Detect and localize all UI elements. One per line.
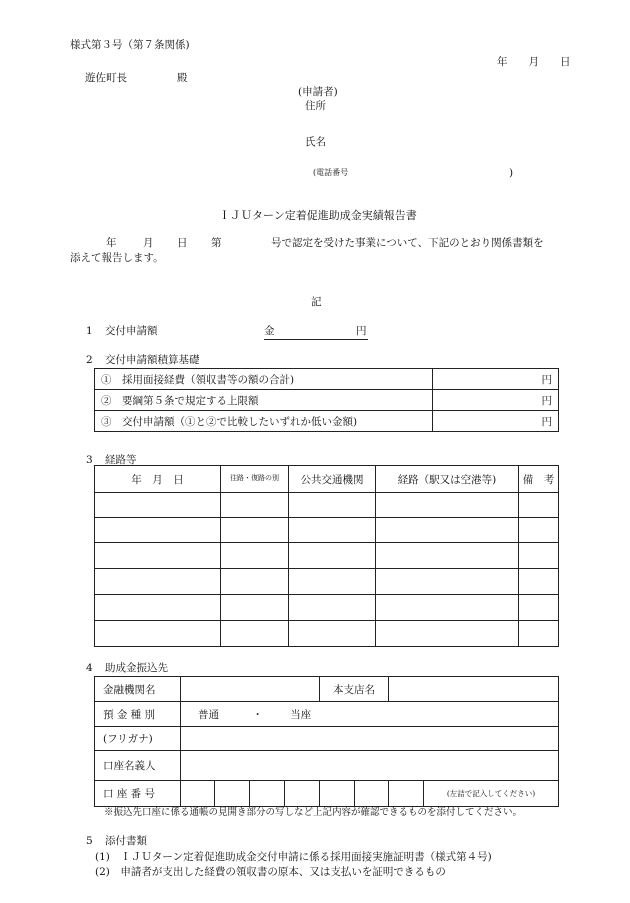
route-cell-date[interactable]	[95, 595, 221, 621]
route-cell-route[interactable]	[376, 595, 519, 621]
table-row	[95, 543, 559, 569]
furigana-input[interactable]	[181, 727, 559, 751]
route-cell-transport[interactable]	[289, 543, 376, 569]
table-row	[95, 569, 559, 595]
addressee: 遊佐町長	[85, 72, 127, 84]
route-cell-direction[interactable]	[221, 518, 289, 543]
calc-row-label: ③ 交付申請額（①と②で比較したいずれか低い金額)	[95, 411, 433, 432]
route-cell-remarks[interactable]	[519, 543, 559, 569]
furigana-label: (フリガナ)	[95, 727, 181, 751]
document-title: ＩＪＵターン定着促進助成金実績報告書	[219, 209, 417, 222]
section3-label: 経路等	[105, 454, 137, 466]
branch-name-label: 本支店名	[320, 677, 389, 702]
section1-amount-unit: 円	[356, 325, 367, 337]
deposit-type-label: 預 金 種 別	[95, 702, 181, 727]
table-row	[95, 621, 559, 647]
account-number-row	[95, 781, 559, 807]
section2-label: 交付申請額積算基礎	[105, 354, 200, 366]
deposit-option-toza[interactable]: 当座	[290, 708, 312, 721]
amount-underline	[264, 339, 368, 340]
attachment-item-1: (1) ＩＪＵターン定着促進助成金交付申請に係る採用面接実施証明書（様式第４号)	[95, 851, 492, 863]
phone-close: )	[509, 167, 514, 179]
route-cell-remarks[interactable]	[519, 569, 559, 595]
route-cell-date[interactable]	[95, 621, 221, 647]
route-header-route: 経路（駅又は空港等)	[376, 466, 519, 493]
bank-name-row	[95, 677, 559, 702]
route-cell-remarks[interactable]	[519, 518, 559, 543]
route-cell-date[interactable]	[95, 518, 221, 543]
ki-heading: 記	[311, 296, 322, 308]
account-digit[interactable]	[355, 781, 389, 807]
route-header-row	[95, 466, 559, 493]
calc-row-value[interactable]: 円	[433, 369, 559, 390]
branch-name-input[interactable]	[389, 677, 559, 702]
intro-year: 年	[106, 237, 117, 249]
account-digit[interactable]	[285, 781, 320, 807]
section5-number: 5	[86, 835, 93, 847]
bank-footnote: ※振込先口座に係る通帳の見開き部分の写しなど上記内容が確認できるものを添付してください。	[104, 807, 523, 818]
route-cell-date[interactable]	[95, 543, 221, 569]
applicant-label: (申請者)	[298, 86, 338, 98]
section1-number: 1	[86, 325, 93, 337]
intro-dai: 第	[211, 237, 222, 249]
route-header-transport: 公共交通機関	[289, 466, 376, 493]
route-cell-route[interactable]	[376, 543, 519, 569]
route-header-date: 年 月 日	[95, 466, 221, 493]
calc-row	[95, 390, 559, 411]
deposit-option-futsu[interactable]: 普通	[198, 708, 219, 721]
account-digit[interactable]	[181, 781, 215, 807]
bank-name-label: 金融機関名	[95, 677, 181, 702]
route-header-remarks: 備 考	[519, 466, 559, 493]
attachment-item-2: (2) 申請者が支出した経費の領収書の原本、又は支払いを証明できるもの	[95, 866, 446, 878]
section5-label: 添付書類	[105, 835, 147, 847]
intro-day: 日	[177, 237, 188, 249]
deposit-type-row	[95, 702, 559, 727]
route-table	[94, 465, 559, 647]
calc-row	[95, 369, 559, 390]
intro-month: 月	[143, 237, 154, 249]
route-cell-direction[interactable]	[221, 569, 289, 595]
section3-number: 3	[86, 454, 93, 466]
account-holder-row	[95, 751, 559, 781]
table-row	[95, 493, 559, 518]
phone-label: (電話番号	[313, 168, 349, 177]
route-cell-transport[interactable]	[289, 621, 376, 647]
bank-name-input[interactable]	[181, 677, 320, 702]
account-holder-input[interactable]	[181, 751, 559, 781]
honorific: 殿	[177, 72, 188, 84]
route-cell-transport[interactable]	[289, 569, 376, 595]
route-cell-date[interactable]	[95, 493, 221, 518]
route-cell-transport[interactable]	[289, 595, 376, 621]
intro-line2: 添えて報告します。	[70, 252, 164, 264]
section4-number: 4	[86, 662, 93, 674]
route-cell-route[interactable]	[376, 518, 519, 543]
route-cell-direction[interactable]	[221, 595, 289, 621]
intro-rest: 号で認定を受けた事業について、下記のとおり関係書類を	[271, 237, 544, 249]
calc-row-label: ① 採用面接経費（領収書等の額の合計)	[95, 369, 433, 390]
section1-label: 交付申請額	[105, 325, 158, 337]
date-line: 年 月 日	[497, 56, 571, 68]
form-number: 様式第３号（第７条関係)	[70, 39, 190, 51]
account-number-note: (左詰で記入してください)	[424, 781, 559, 807]
bank-table	[94, 676, 559, 807]
address-label: 住所	[305, 100, 326, 112]
section1-amount-prefix: 金	[264, 325, 275, 337]
route-cell-direction[interactable]	[221, 621, 289, 647]
calculation-table	[94, 368, 559, 432]
account-digit[interactable]	[250, 781, 285, 807]
table-row	[95, 518, 559, 543]
route-cell-remarks[interactable]	[519, 493, 559, 518]
route-cell-transport[interactable]	[289, 518, 376, 543]
section2-number: 2	[86, 354, 93, 366]
route-cell-transport[interactable]	[289, 493, 376, 518]
route-cell-remarks[interactable]	[519, 621, 559, 647]
deposit-option-separator: ・	[252, 708, 263, 721]
account-holder-label: 口座名義人	[95, 751, 181, 781]
route-cell-route[interactable]	[376, 569, 519, 595]
table-row	[95, 595, 559, 621]
calc-row-label: ② 要綱第５条で規定する上限額	[95, 390, 433, 411]
account-digit[interactable]	[215, 781, 250, 807]
calc-row-value[interactable]: 円	[433, 390, 559, 411]
account-digit[interactable]	[389, 781, 424, 807]
furigana-row	[95, 727, 559, 751]
route-cell-route[interactable]	[376, 493, 519, 518]
route-cell-date[interactable]	[95, 569, 221, 595]
route-cell-direction[interactable]	[221, 493, 289, 518]
deposit-type-options	[181, 702, 559, 727]
name-label: 氏名	[305, 136, 326, 148]
route-cell-direction[interactable]	[221, 543, 289, 569]
calc-row	[95, 411, 559, 432]
account-number-label: 口 座 番 号	[95, 781, 181, 807]
account-digit[interactable]	[320, 781, 355, 807]
calc-row-value[interactable]: 円	[433, 411, 559, 432]
route-cell-route[interactable]	[376, 621, 519, 647]
section4-label: 助成金振込先	[105, 662, 168, 674]
route-cell-remarks[interactable]	[519, 595, 559, 621]
route-header-direction: 往路・復路の別	[221, 466, 289, 493]
